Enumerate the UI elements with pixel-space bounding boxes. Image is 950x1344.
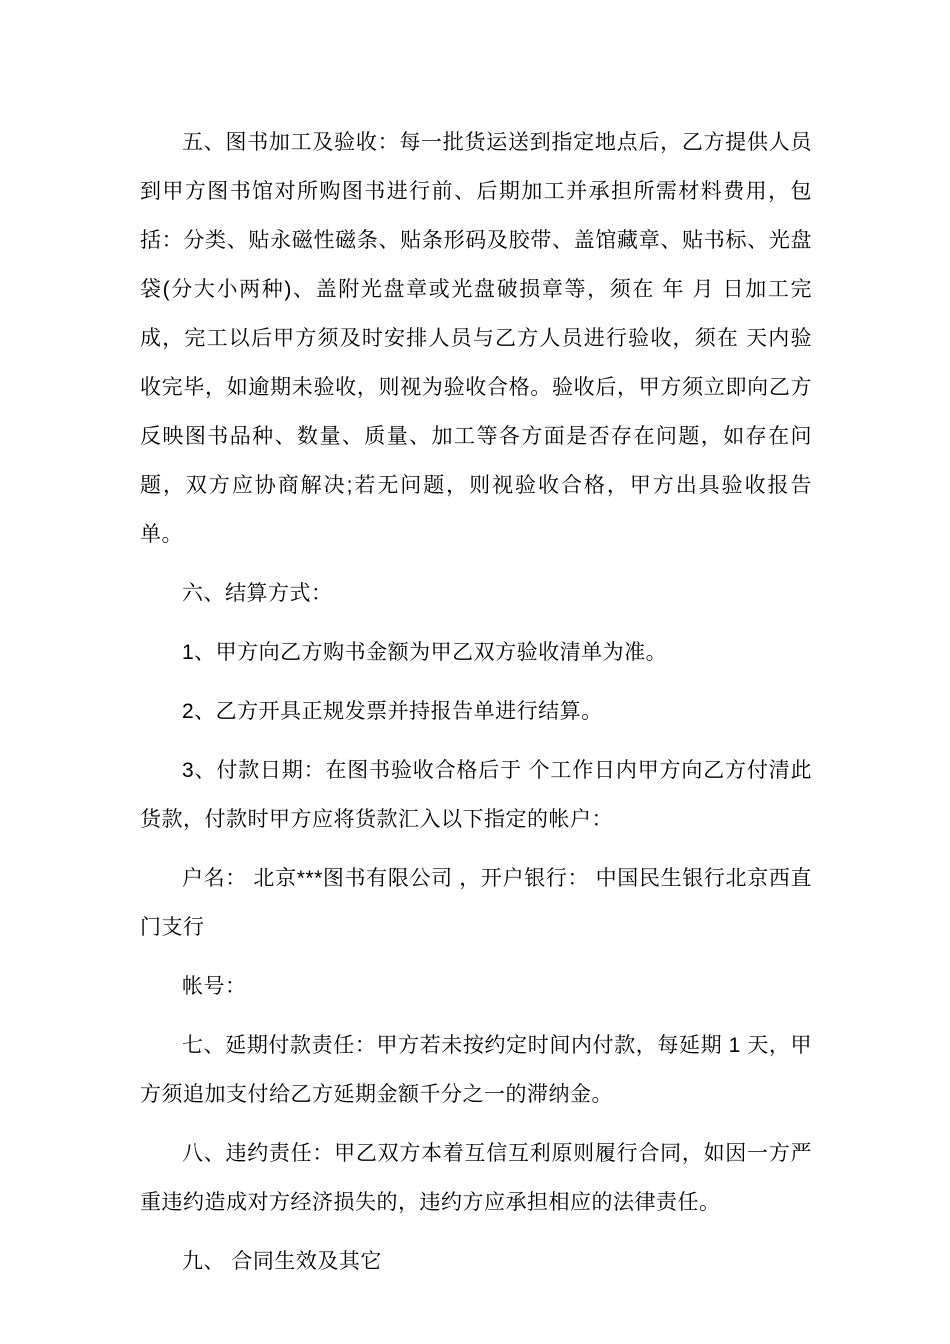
clause-contract-effectiveness-heading: 九、 合同生效及其它 (182, 1250, 382, 1273)
account-number-line: 帐号： (182, 975, 247, 998)
clause-late-payment-liability: 七、延期付款责任：甲方若未按约定时间内付款，每延期 1 天，甲方须追加支付给乙方延期金额千分之一的滞纳金。 (140, 1034, 812, 1106)
clause-breach-liability: 八、违约责任：甲乙双方本着互信互利原则履行合同，如因一方严重违约造成对方经济损失的，违约方应承担相应的法律责任。 (140, 1142, 812, 1214)
clause-settlement-item-2: 2、乙方开具正规发票并持报告单进行结算。 (182, 700, 603, 723)
account-name-and-bank-line: 户名： 北京***图书有限公司 ，开户银行： 中国民生银行北京西直门支行 (140, 867, 812, 939)
clause-settlement-item-1: 1、甲方向乙方购书金额为甲乙双方验收清单为准。 (182, 641, 668, 664)
clause-book-processing-acceptance: 五、图书加工及验收：每一批货运送到指定地点后，乙方提供人员到甲方图书馆对所购图书进行前、后期加工并承担所需材料费用，包括：分类、贴永磁性磁条、贴条形码及胶带、盖馆藏章、贴书标、光盘袋(分大小两种)、盖附光盘章或光盘破损章等，须在 年 月 日加工完成，完工以后甲方须及时安排人员与乙方人员进行验收，须在 天内验收完毕，如逾期未验收，则视为验收合格。验收后，甲方须立即向乙方反映图书品种、数量、质量、加工等各方面是否存在问题，如存在问题，双方应协商解决;若无问题，则视验收合格，甲方出具验收报告单。 (140, 131, 812, 546)
clause-settlement-item-3-payment-date: 3、付款日期：在图书验收合格后于 个工作日内甲方向乙方付清此货款，付款时甲方应将货款汇入以下指定的帐户： (140, 759, 812, 831)
clause-settlement-heading: 六、结算方式： (182, 582, 333, 605)
